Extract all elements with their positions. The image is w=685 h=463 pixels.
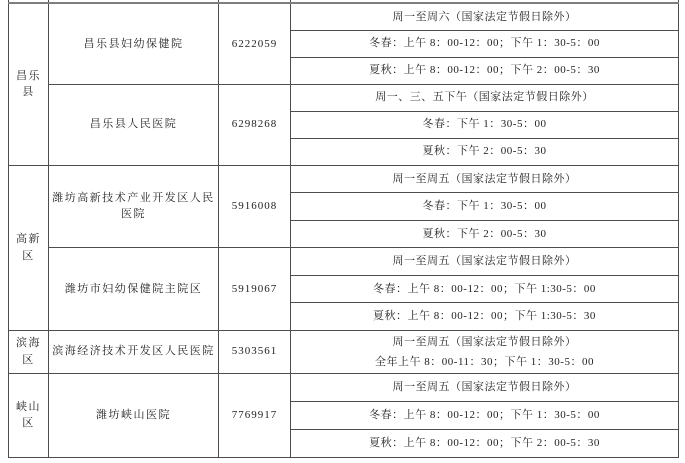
hospital-name-cell: 昌乐县妇幼保健院	[49, 3, 219, 84]
hospital-name-cell: 滨海经济技术开发区人民医院	[49, 330, 219, 373]
district-cell: 滨海区	[9, 330, 49, 373]
schedule-cell: 夏秋：上午 8：00-12：00；下午 2：00-5：30	[291, 429, 679, 457]
table-row	[9, 248, 679, 276]
schedule-line: 全年上午 8：00-11：30；下午 1：30-5：00	[375, 355, 594, 368]
table-row	[9, 330, 679, 373]
schedule-cell: 周一至周五（国家法定节假日除外）	[291, 373, 679, 401]
district-cell: 昌乐县	[9, 3, 49, 165]
schedule-cell: 冬春：下午 1：30-5：00	[291, 111, 679, 138]
schedule-cell: 周一、三、五下午（国家法定节假日除外）	[291, 84, 679, 111]
hospital-name-cell: 昌乐县人民医院	[49, 84, 219, 165]
schedule-cell: 夏秋：上午 8：00-12：00；下午 2：00-5：30	[291, 57, 679, 84]
hospital-name-cell: 潍坊峡山医院	[49, 373, 219, 457]
schedule-cell: 冬春：下午 1：30-5：00	[291, 193, 679, 221]
phone-number-cell: 5919067	[219, 248, 291, 331]
phone-number-cell: 5916008	[219, 165, 291, 248]
schedule-cell: 夏秋：下午 2：00-5：30	[291, 220, 679, 248]
district-cell: 峡山区	[9, 373, 49, 457]
table-row	[9, 165, 679, 193]
table-row	[9, 373, 679, 401]
hospital-schedule-table	[8, 0, 679, 458]
phone-number-cell: 5303561	[219, 330, 291, 373]
schedule-cell	[291, 330, 679, 373]
schedule-cell: 冬春：上午 8：00-12：00；下午 1：30-5：00	[291, 401, 679, 429]
table-row	[9, 3, 679, 30]
phone-number-cell: 6222059	[219, 3, 291, 84]
phone-number-cell: 6298268	[219, 84, 291, 165]
hospital-name-cell: 潍坊高新技术产业开发区人民医院	[49, 165, 219, 248]
district-cell: 高新区	[9, 165, 49, 330]
schedule-cell: 冬春：上午 8：00-12：00；下午 1：30-5：00	[291, 30, 679, 57]
table-row	[9, 84, 679, 111]
schedule-line: 周一至周五（国家法定节假日除外）	[392, 335, 577, 348]
phone-number-cell: 7769917	[219, 373, 291, 457]
hospital-name-cell: 潍坊市妇幼保健院主院区	[49, 248, 219, 331]
schedule-cell: 周一至周五（国家法定节假日除外）	[291, 165, 679, 193]
schedule-cell: 夏秋：上午 8：00-12：00；下午 1:30-5：30	[291, 303, 679, 331]
schedule-cell: 周一至周五（国家法定节假日除外）	[291, 248, 679, 276]
schedule-cell: 夏秋：下午 2：00-5：30	[291, 138, 679, 165]
table-body	[9, 0, 679, 457]
schedule-cell: 冬春：上午 8：00-12：00；下午 1:30-5：00	[291, 275, 679, 303]
schedule-cell: 周一至周六（国家法定节假日除外）	[291, 3, 679, 30]
